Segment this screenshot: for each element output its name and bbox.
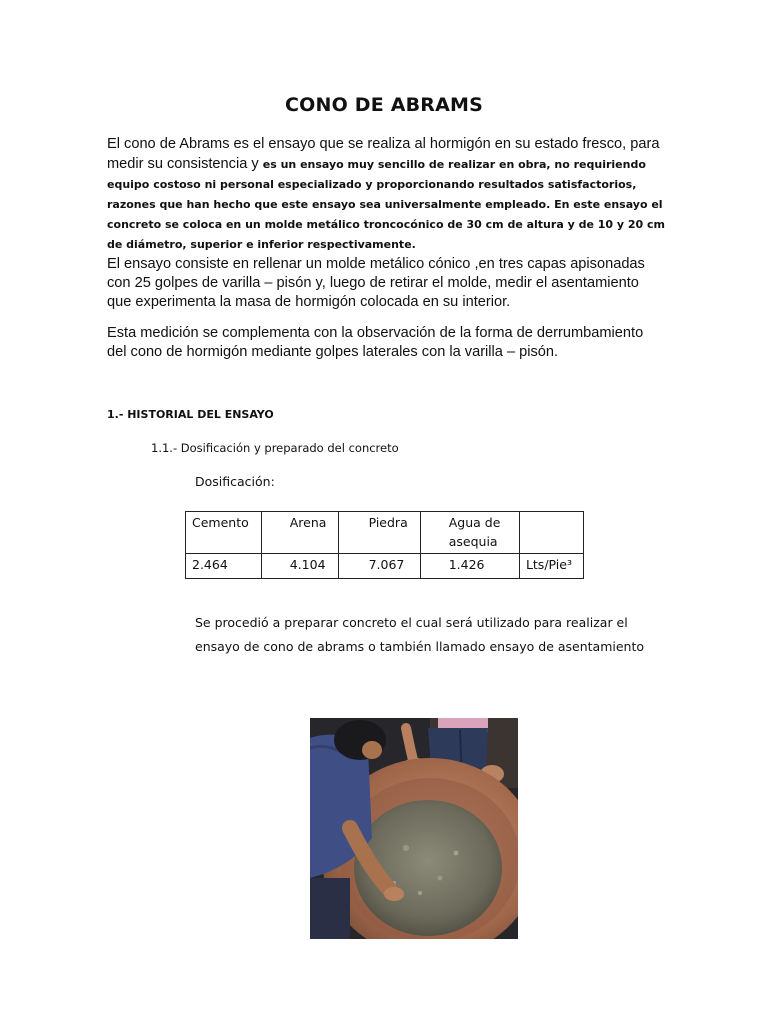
table-cell: Lts/Pie³ [519, 554, 583, 579]
page-title: CONO DE ABRAMS [284, 94, 484, 116]
section-heading: 1.- HISTORIAL DEL ENSAYO [107, 408, 274, 421]
paragraph-observation [107, 324, 667, 362]
table-header-row [186, 512, 584, 554]
table-cell: 7.067 [338, 554, 420, 579]
table-header-cell: Agua de asequia [420, 512, 519, 554]
table-caption: Dosificación: [195, 474, 275, 489]
table-cell: 4.104 [261, 554, 338, 579]
concrete-mixing-photo [310, 718, 518, 939]
paragraph-procedure: El ensayo consiste en rellenar un molde metálico cónico ,en tres capas apisonadas con 25 golpes de varilla – pisón y, luego de retirar el molde, medir el asentamiento que experimenta la masa de hormigón colocada en su interior. [107, 256, 645, 310]
intro-bold-text: es un ensayo muy sencillo de realizar en obra, no requiriendo equipo costoso ni personal especializado y proporcionando resultados satisfactorios, razones que han hecho que este ensayo sea universalmente empleado. En este ensayo el concreto se coloca en un molde metálico troncocónico de 30 cm de altura y de 10 y 20 cm de diámetro, superior e inferior respectivamente. [107, 157, 665, 251]
table-header-cell [519, 512, 583, 554]
table-row [186, 554, 584, 579]
paragraph-observation-line-2: del cono de hormigón mediante golpes laterales con la varilla – pisón. [107, 344, 559, 360]
dosage-table [185, 511, 584, 579]
concrete-mixing-illustration [310, 718, 518, 939]
table-cell: 1.426 [420, 554, 519, 579]
paragraph-preparation: Se procedió a preparar concreto el cual será utilizado para realizar el ensayo de cono de abrams o también llamado ensayo de asentamiento [195, 615, 645, 654]
subsection-heading: 1.1.- Dosificación y preparado del concreto [151, 441, 399, 455]
intro-paragraph [107, 135, 667, 255]
table-cell: 2.464 [186, 554, 262, 579]
table-header-cell: Arena [261, 512, 338, 554]
table-header-cell: Cemento [186, 512, 262, 554]
intro-regular-text: El cono de Abrams es el ensayo que se realiza al hormigón en su estado fresco, para medir su consistencia y [107, 136, 660, 172]
paragraph-observation-line-1: Esta medición se complementa con la observación de la forma de derrumbamiento [107, 325, 644, 341]
table-header-cell: Piedra [338, 512, 420, 554]
